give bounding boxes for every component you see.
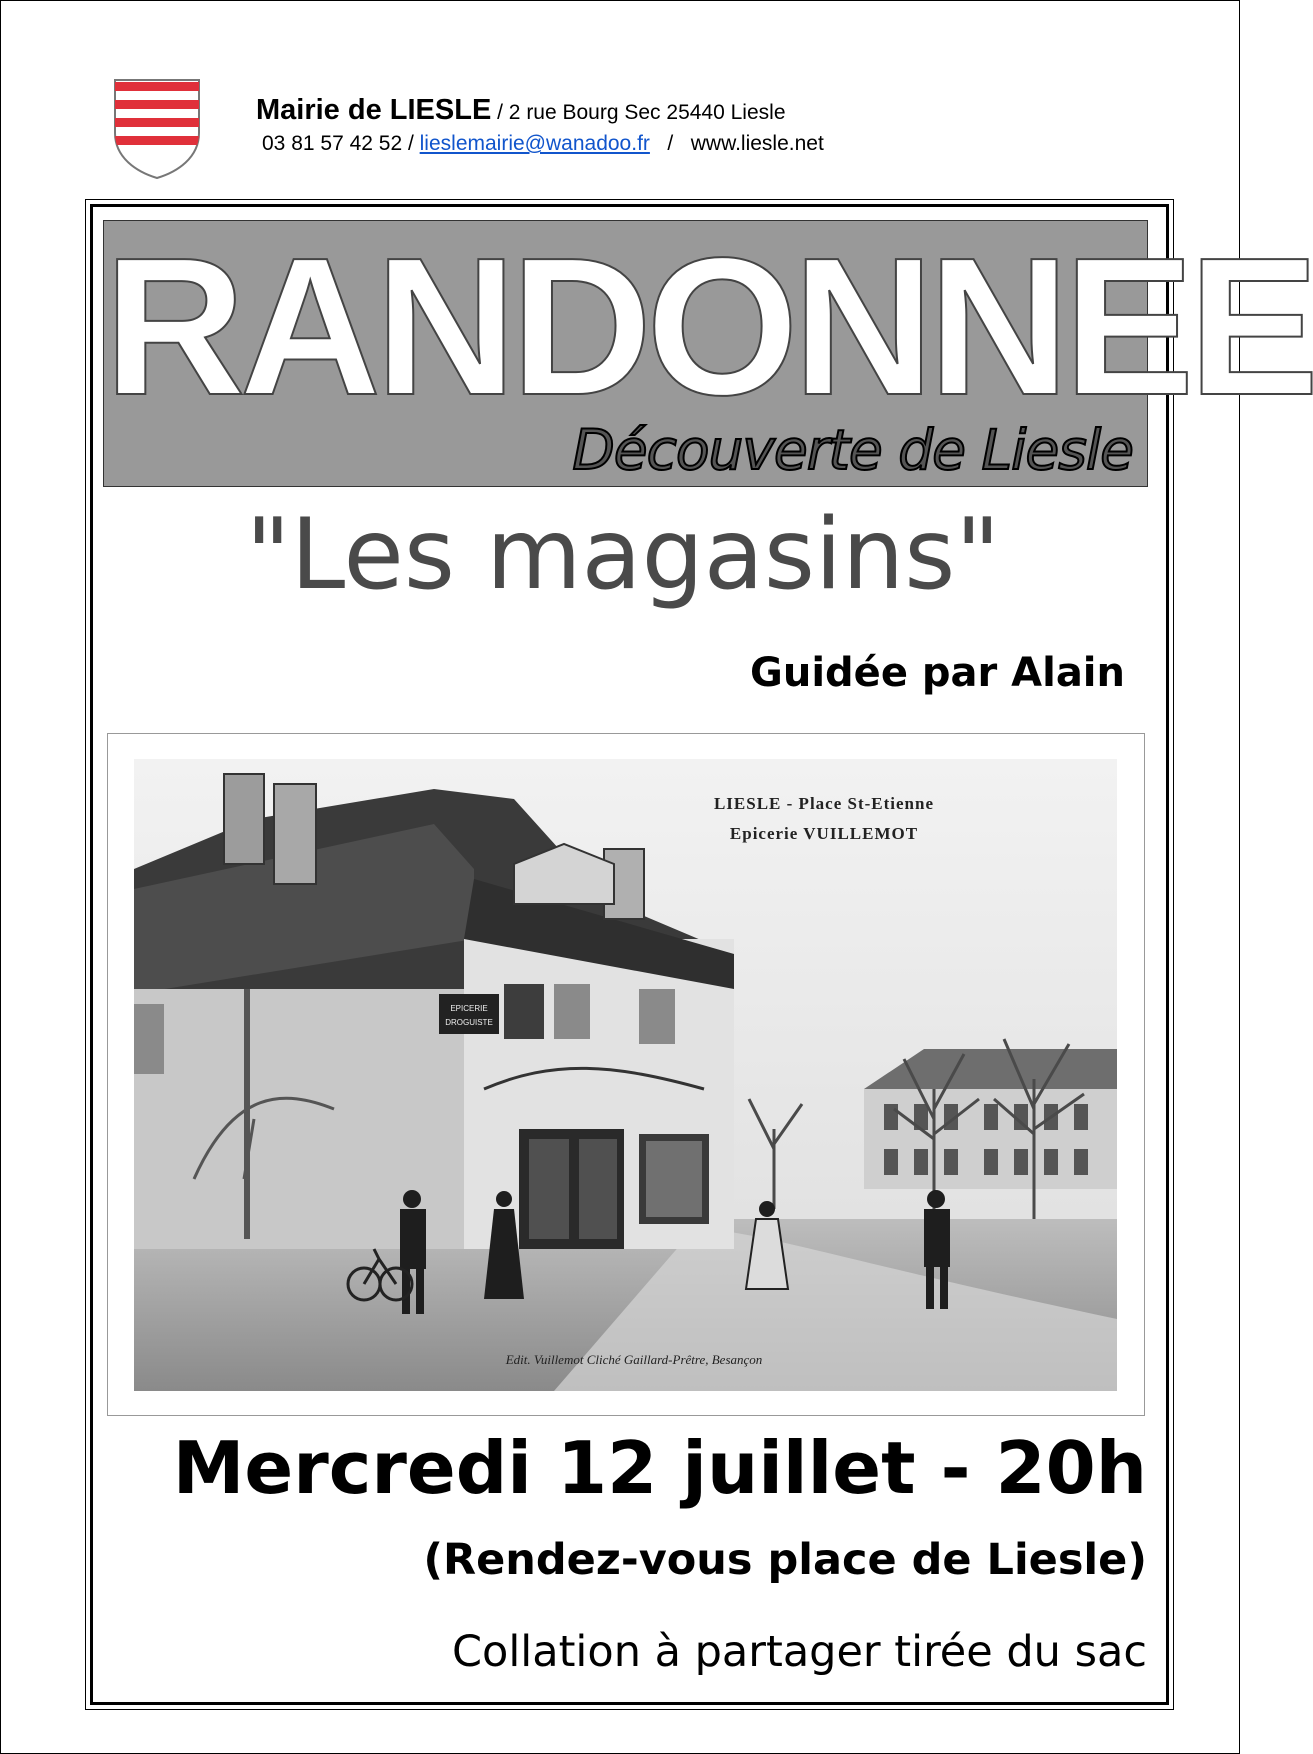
shop-sign-line1: EPICERIE — [450, 1004, 488, 1013]
postcard-credit: Edit. Vuillemot Cliché Gaillard-Prêtre, Besançon — [505, 1352, 763, 1367]
header-address-line — [256, 94, 786, 127]
header-contact-line — [262, 132, 824, 156]
contact-separator: / — [649, 132, 691, 155]
shop-sign-line2: DROGUISTE — [445, 1018, 493, 1027]
guide-credit: Guidée par Alain — [750, 650, 1125, 696]
postcard-caption-line2: Epicerie VUILLEMOT — [729, 824, 919, 843]
mairie-website: www.liesle.net — [690, 132, 824, 155]
historic-postcard-photo — [134, 759, 1117, 1391]
snack-note: Collation à partager tirée du sac — [452, 1627, 1147, 1677]
poster-title: RANDONNEE — [104, 217, 1313, 436]
mairie-email-link[interactable]: lieslemairie@wanadoo.fr — [419, 132, 650, 155]
coat-of-arms-logo — [113, 78, 201, 180]
meeting-point: (Rendez-vous place de Liesle) — [423, 1535, 1147, 1585]
mairie-name: Mairie de LIESLE — [256, 94, 492, 126]
poster-subtitle: Découverte de Liesle — [572, 418, 1133, 482]
postcard-caption-line1: LIESLE - Place St-Etienne — [713, 794, 935, 813]
mairie-phone: 03 81 57 42 52 / — [262, 132, 420, 155]
event-date-time: Mercredi 12 juillet - 20h — [172, 1426, 1147, 1510]
mairie-address: / 2 rue Bourg Sec 25440 Liesle — [491, 101, 786, 124]
title-banner — [103, 217, 1313, 487]
walk-theme: "Les magasins" — [245, 498, 1001, 612]
school-building — [864, 1049, 1117, 1189]
